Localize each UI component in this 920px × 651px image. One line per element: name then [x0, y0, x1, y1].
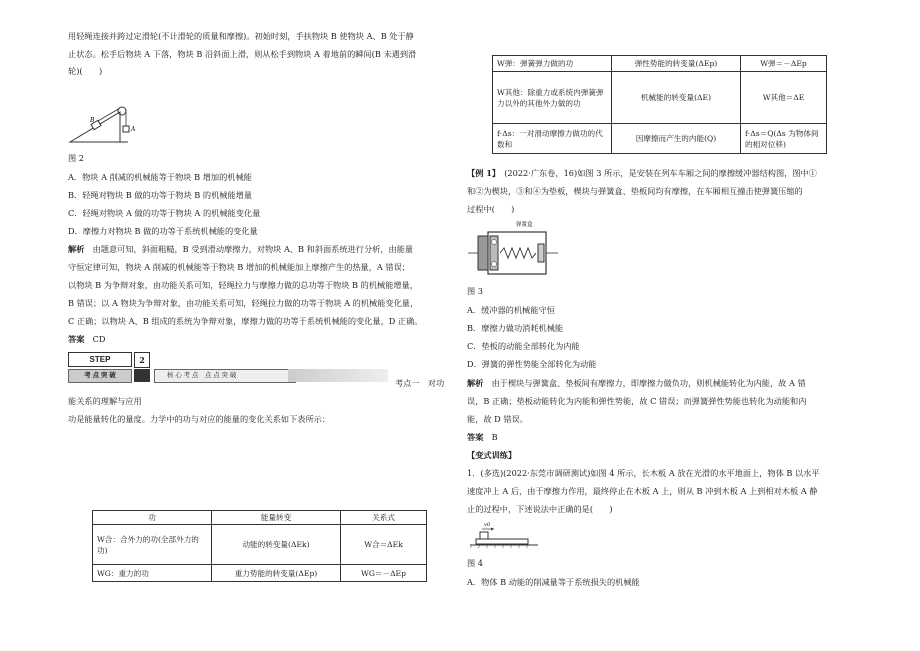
- ex-analysis-line-3: 能，故 D 错误。: [467, 414, 528, 424]
- table-intro: 功是能量转化的量度。力学中的功与对应的能量的变化关系如下表所示：: [68, 414, 331, 424]
- cell-relation: W合＝ΔEk: [341, 525, 427, 565]
- analysis-text: 由题意可知，斜面粗糙，B 受到滑动摩擦力，对物块 A、B 和斜面系统进行分析，由能量: [92, 244, 414, 254]
- q1-line-3: 止的过程中，下述说法中正确的是( ): [467, 504, 613, 514]
- example-line-1: [467, 168, 857, 179]
- ex-analysis-line-2: 误，B 正确；垫板动能转化为内能和弹性势能，故 C 错误；而弹簧弹性势能也转化为动能和内: [467, 396, 807, 406]
- ex-analysis-text: 由于楔块与弹簧盒、垫板间有摩擦力，即摩擦力做负功，则机械能转化为内能，故 A 错: [491, 378, 806, 388]
- example-line-2: 和②为楔块，③和④为垫板，楔块与弹簧盒、垫板间均有摩擦，在车厢相互撞击使弹簧压缩的: [467, 186, 803, 196]
- cell-relation: W弹＝－ΔEp: [741, 56, 827, 72]
- fig2-label: 图 2: [68, 153, 84, 163]
- cell-work: WG：重力的功: [93, 565, 212, 582]
- th-energy: 能量转变: [212, 511, 341, 525]
- table-row: [493, 56, 827, 72]
- th-work: 功: [93, 511, 212, 525]
- variant-label: 【变式训练】: [467, 450, 517, 460]
- example-line-3: 过程中( ): [467, 204, 515, 214]
- step-divider: [134, 369, 150, 382]
- analysis-line-2: 守恒定律可知，物块 A 削减的机械能等于物块 B 增加的机械能加上摩擦产生的热量，A 错误；: [68, 262, 410, 272]
- cell-work: W弹：弹簧弹力做的功: [493, 56, 612, 72]
- step-sub1: 考 点 突 破: [68, 369, 132, 383]
- velocity-label: v0: [484, 522, 491, 528]
- analysis-line-4: B 错误；以 A 物块为争辩对象，由功能关系可知，轻绳拉力做的功等于物块 A 的机械能变化量，: [68, 298, 419, 308]
- ex-answer-label: 答案: [467, 432, 484, 442]
- analysis-line-3: 以物块 B 为争辩对象，由功能关系可知，轻绳拉力与摩擦力做的总功等于物块 B 的机械能增量，: [68, 280, 418, 290]
- example-text: (2022·广东卷，16)如图 3 所示，是安装在列车车厢之间的摩擦缓冲器结构图，图中①: [504, 168, 817, 178]
- table-row: [93, 525, 427, 565]
- analysis-line-5: C 正确；以物块 A、B 组成的系统为争辩对象，摩擦力做的功等于系统机械能的变化量，D 正确。: [68, 316, 423, 326]
- option-c: C．轻绳对物块 A 做的功等于物块 A 的机械能变化量: [68, 208, 261, 218]
- option-d: D．摩擦力对物块 B 做的功等于系统机械能的变化量: [68, 226, 258, 236]
- energy-table-right: [492, 55, 827, 154]
- incline-pulley-figure: [68, 100, 138, 146]
- answer-value: CD: [92, 334, 106, 344]
- th-relation: 关系式: [341, 511, 427, 525]
- cell-work: f·Δs：一对滑动摩擦力做功的代数和: [493, 124, 612, 154]
- table-row: [493, 124, 827, 154]
- kaodian-line2: 能关系的理解与应用: [68, 396, 142, 406]
- example-label: 【例 1】: [467, 168, 497, 178]
- step-gradient: [288, 369, 388, 382]
- ex-answer-row: [467, 432, 857, 443]
- ex-option-b: B．摩擦力做功消耗机械能: [467, 323, 564, 333]
- step-sub2: 核 心 考 点 点 点 突 破: [154, 369, 296, 383]
- answer-label: 答案: [68, 334, 85, 344]
- q1-line-1: 1．(多选)(2022·东莞市调研测试)如图 4 所示，长木板 A 放在光滑的水平地面上，物体 B 以水平: [467, 468, 820, 478]
- intro-line-2: 止状态。松手后物块 A 下落，物块 B 沿斜面上滑，则从松手到物块 A 着地前的瞬间(B 未遇到滑: [68, 49, 417, 59]
- analysis-line-1: [68, 244, 453, 255]
- kaodian-title: 考点一 对功: [395, 378, 445, 388]
- cell-relation: WG＝－ΔEp: [341, 565, 427, 582]
- option-b: B．轻绳对物块 B 做的功等于物块 B 的机械能增量: [68, 190, 253, 200]
- board-figure: [468, 520, 540, 552]
- option-a: A．物块 A 削减的机械能等于物块 B 增加的机械能: [68, 172, 252, 182]
- ex-analysis-label: 解析: [467, 378, 484, 388]
- energy-table-left: [92, 510, 427, 582]
- cell-work: W合：合外力的功(全部外力的功): [93, 525, 212, 565]
- ex-analysis-line-1: [467, 378, 857, 389]
- q1-line-2: 速度冲上 A 后，由于摩擦力作用，最终停止在木板 A 上，则从 B 冲到木板 A 上到相对木板 A 静: [467, 486, 818, 496]
- fig4-label: 图 4: [467, 558, 483, 568]
- step-label: STEP: [68, 352, 132, 367]
- label-b: B: [90, 117, 95, 124]
- cell-energy: 弹性势能的转变量(ΔEp): [612, 56, 741, 72]
- cell-energy: 动能的转变量(ΔEk): [212, 525, 341, 565]
- ex-answer-value: B: [491, 432, 498, 442]
- cell-energy: 机械能的转变量(ΔE): [612, 72, 741, 124]
- table-row: [93, 565, 427, 582]
- intro-line-3: 轮)( ): [68, 66, 103, 76]
- table-row: [493, 72, 827, 124]
- ex-option-a: A．缓冲器的机械能守恒: [467, 305, 555, 315]
- cell-energy: 重力势能的转变量(ΔEp): [212, 565, 341, 582]
- buffer-figure: [468, 218, 560, 280]
- cell-work: W其他：除重力或系统内弹簧弹力以外的其他外力做的功: [493, 72, 612, 124]
- ex-option-d: D．弹簧的弹性势能全部转化为动能: [467, 359, 597, 369]
- cell-relation: f·Δs＝Q(Δs 为物体间的相对位移): [741, 124, 827, 154]
- answer-row: [68, 334, 453, 345]
- spring-box-title: 弹簧盒: [516, 222, 533, 228]
- analysis-label: 解析: [68, 244, 85, 254]
- ex-option-c: C．垫板的动能全部转化为内能: [467, 341, 580, 351]
- label-a: A: [131, 126, 136, 133]
- step-number: 2: [134, 352, 150, 368]
- q1-option-a: A．物体 B 动能的削减量等于系统损失的机械能: [467, 577, 640, 587]
- cell-relation: W其他＝ΔE: [741, 72, 827, 124]
- cell-energy: 因摩擦而产生的内能(Q): [612, 124, 741, 154]
- intro-line-1: 用轻绳连接并跨过定滑轮(不计滑轮的质量和摩擦)。初始时刻，手扶物块 B 使物块 A、B 处于静: [68, 31, 414, 41]
- fig3-label: 图 3: [467, 286, 483, 296]
